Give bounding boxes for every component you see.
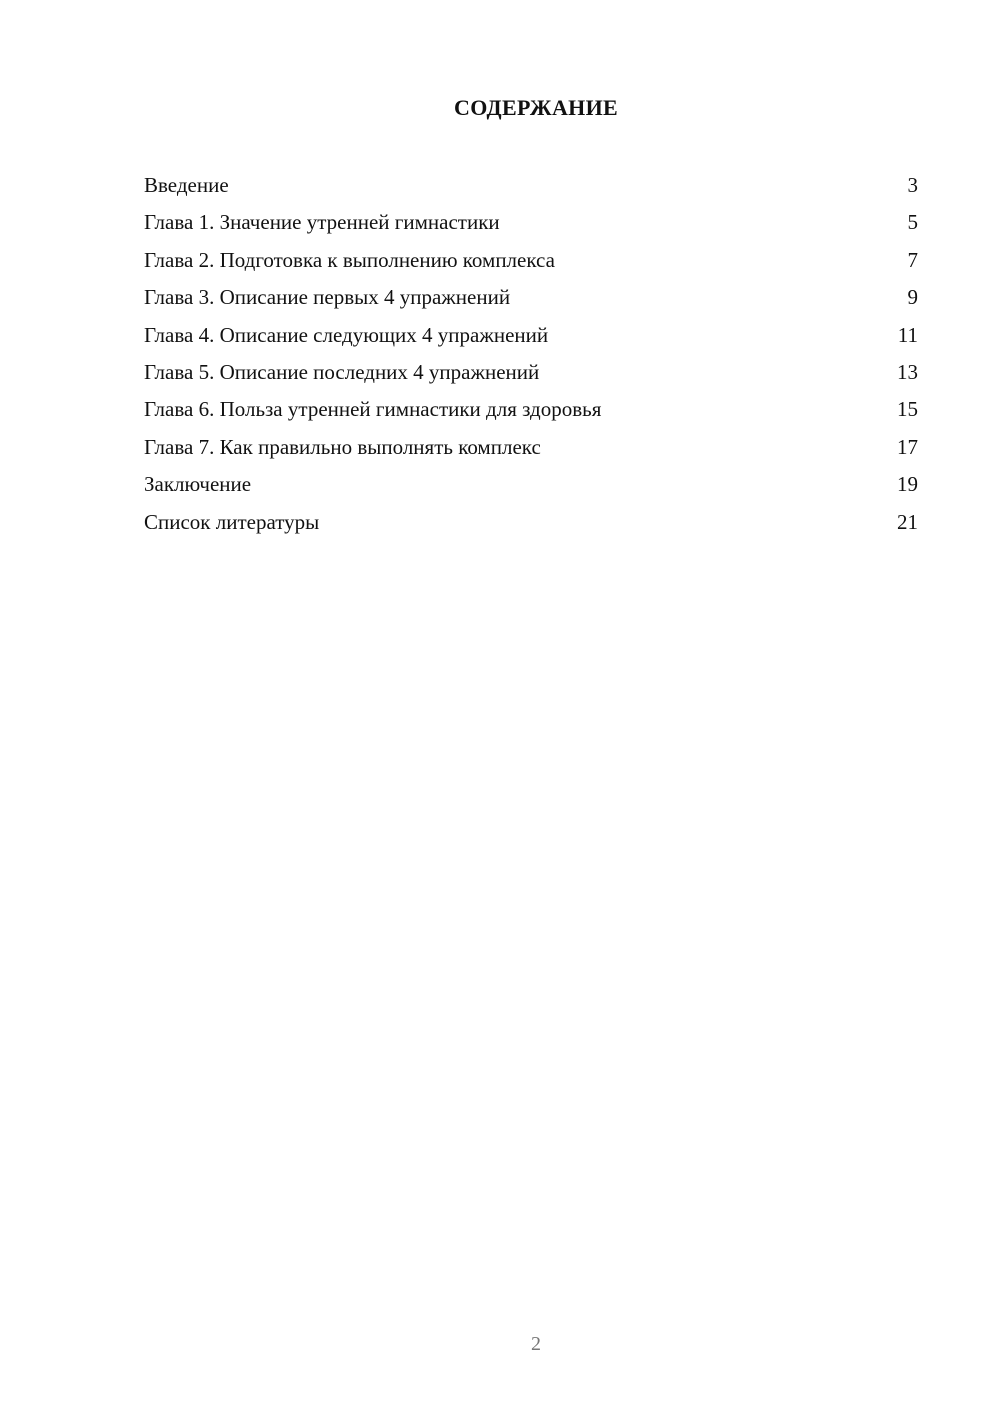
toc-item-page: 9 — [907, 285, 918, 310]
toc-item-conclusion — [144, 469, 918, 506]
toc-item-label: Глава 7. Как правильно выполнять комплекс — [144, 434, 541, 459]
toc-item-chapter-3 — [144, 282, 918, 319]
page-number: 2 — [531, 1333, 541, 1355]
toc-item-label: Глава 4. Описание следующих 4 упражнений — [144, 322, 549, 347]
toc-item-page: 15 — [897, 397, 918, 422]
toc-item-label: Глава 6. Польза утренней гимнастики для здоровья — [144, 397, 602, 422]
toc-item-introduction — [144, 170, 918, 207]
toc-item-page: 3 — [907, 173, 918, 197]
toc-item-page: 11 — [897, 322, 918, 347]
toc-item-label: Список литературы — [144, 509, 320, 534]
toc-item-page: 19 — [897, 472, 918, 497]
toc-item-chapter-7 — [144, 432, 918, 469]
toc-item-page: 13 — [897, 359, 918, 384]
toc-item-chapter-5 — [144, 357, 918, 394]
toc-item-label: Глава 2. Подготовка к выполнению комплекса — [144, 247, 555, 272]
toc-item-label: Глава 5. Описание последних 4 упражнений — [144, 359, 540, 384]
table-of-contents — [144, 170, 918, 544]
toc-item-page: 21 — [897, 509, 918, 534]
page-title: СОДЕРЖАНИЕ — [454, 95, 618, 120]
toc-item-label: Заключение — [144, 472, 252, 497]
toc-item-page: 7 — [907, 247, 918, 272]
toc-item-chapter-6 — [144, 394, 918, 431]
toc-item-page: 17 — [897, 434, 918, 459]
toc-item-page: 5 — [907, 210, 918, 235]
toc-item-chapter-2 — [144, 245, 918, 282]
toc-item-label: Глава 1. Значение утренней гимнастики — [144, 210, 500, 235]
toc-item-references — [144, 507, 918, 544]
toc-item-label: Глава 3. Описание первых 4 упражнений — [144, 285, 511, 310]
toc-item-chapter-1 — [144, 207, 918, 244]
toc-item-chapter-4 — [144, 320, 918, 357]
toc-item-label: Введение — [144, 173, 229, 197]
